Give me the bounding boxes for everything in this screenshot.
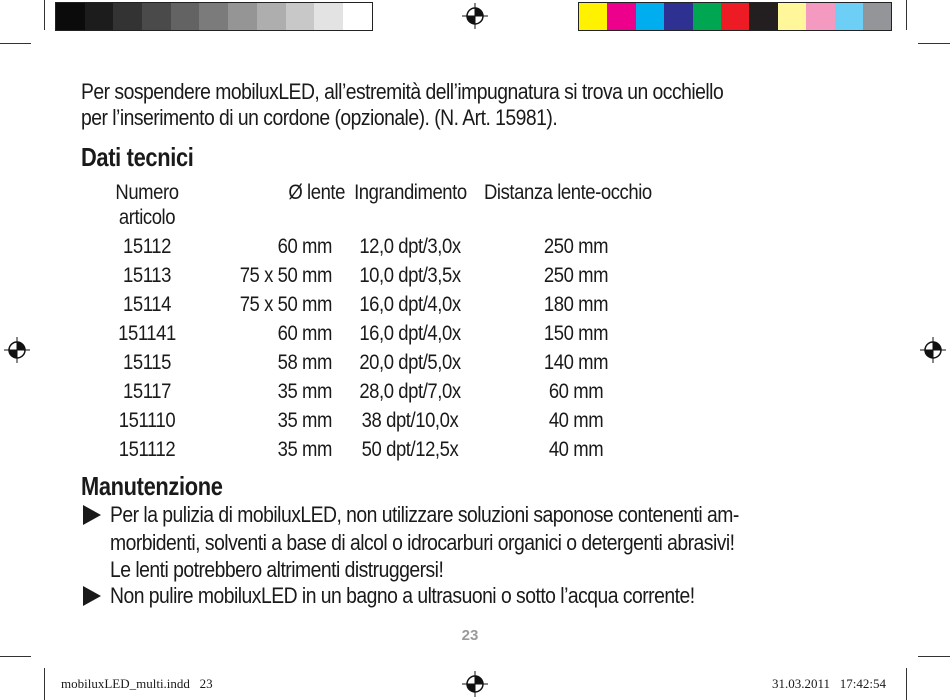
crop-mark-top-left-h: [0, 43, 31, 44]
intro-line-2: per l’inserimento di un cordone (opzionale). (N. Art. 15981).: [81, 105, 558, 130]
crop-mark-top-left-v: [44, 0, 45, 30]
cell-article: 15115: [123, 350, 171, 374]
gray-swatch: [199, 3, 228, 30]
header-lens: Ø lente: [288, 180, 345, 204]
cell-distance: 60 mm: [548, 379, 604, 403]
gray-swatch: [257, 3, 286, 30]
cell-magnification: 16,0 dpt/4,0x: [359, 292, 461, 316]
cell-magnification: 12,0 dpt/3,0x: [359, 234, 461, 258]
color-swatch: [863, 3, 891, 30]
bullet-arrow-icon: [83, 505, 101, 525]
maintenance-bullet-1-line-2: morbidenti, solventi a base di alcol o idrocarburi organici o detergenti abrasivi!: [110, 530, 735, 555]
gray-swatch: [286, 3, 315, 30]
cell-article: 151110: [118, 408, 176, 432]
crop-mark-top-right-h: [918, 43, 950, 44]
cell-lens: 35 mm: [277, 408, 332, 432]
intro-line-1: Per sospendere mobiluxLED, all’estremità dell’impugnatura si trova un occhiello: [81, 79, 724, 104]
registration-mark-right-icon: [920, 337, 946, 363]
color-swatch: [806, 3, 834, 30]
gray-swatch: [56, 3, 85, 30]
maintenance-bullet-1-line-3: Le lenti potrebbero altrimenti distruggersi!: [110, 557, 444, 582]
cell-lens: 35 mm: [277, 437, 332, 461]
cell-lens: 60 mm: [277, 234, 332, 258]
header-article-line-2: articolo: [118, 205, 176, 229]
cell-distance: 140 mm: [543, 350, 609, 374]
cell-distance: 250 mm: [543, 263, 609, 287]
header-distance: Distanza lente-occhio: [484, 180, 652, 204]
cell-magnification: 28,0 dpt/7,0x: [359, 379, 461, 403]
cell-distance: 40 mm: [548, 437, 604, 461]
registration-mark-bottom-icon: [462, 671, 488, 697]
registration-mark-top-icon: [462, 3, 488, 29]
cell-lens: 35 mm: [277, 379, 332, 403]
cell-article: 15114: [123, 292, 171, 316]
cell-magnification: 20,0 dpt/5,0x: [359, 350, 461, 374]
cell-magnification: 16,0 dpt/4,0x: [359, 321, 461, 345]
cell-magnification: 38 dpt/10,0x: [361, 408, 459, 432]
cell-distance: 250 mm: [543, 234, 609, 258]
color-bar: [578, 2, 892, 31]
cell-magnification: 10,0 dpt/3,5x: [359, 263, 461, 287]
color-swatch: [749, 3, 777, 30]
crop-mark-bottom-left-v: [44, 668, 45, 700]
cell-distance: 150 mm: [543, 321, 609, 345]
header-magnification: Ingrandimento: [354, 180, 467, 204]
gray-swatch: [228, 3, 257, 30]
cell-lens: 60 mm: [277, 321, 332, 345]
gray-swatch: [343, 3, 372, 30]
cell-magnification: 50 dpt/12,5x: [361, 437, 459, 461]
cell-lens: 75 x 50 mm: [239, 292, 332, 316]
cell-article: 15117: [123, 379, 171, 403]
cell-distance: 40 mm: [548, 408, 604, 432]
bullet-arrow-icon: [83, 586, 101, 606]
page-number: 23: [461, 627, 479, 644]
maintenance-bullet-1-line-1: Per la pulizia di mobiluxLED, non utilizzare soluzioni saponose contenenti am-: [110, 502, 739, 527]
cell-lens: 75 x 50 mm: [239, 263, 332, 287]
header-article-line-1: Numero: [115, 180, 179, 204]
cell-lens: 58 mm: [277, 350, 332, 374]
cell-distance: 180 mm: [543, 292, 609, 316]
gray-swatch: [142, 3, 171, 30]
gray-swatch: [85, 3, 114, 30]
grayscale-bar: [55, 2, 373, 31]
cell-article: 15113: [123, 263, 171, 287]
cell-article: 151112: [118, 437, 176, 461]
gray-swatch: [314, 3, 343, 30]
cell-article: 151141: [118, 321, 176, 345]
maintenance-heading: Manutenzione: [81, 471, 223, 501]
color-swatch: [693, 3, 721, 30]
gray-swatch: [171, 3, 200, 30]
registration-mark-left-icon: [4, 337, 30, 363]
crop-mark-top-right-v: [906, 0, 907, 30]
maintenance-bullet-2: Non pulire mobiluxLED in un bagno a ultrasuoni o sotto l’acqua corrente!: [110, 583, 695, 608]
color-swatch: [835, 3, 863, 30]
color-swatch: [778, 3, 806, 30]
crop-mark-bottom-right-h: [918, 656, 950, 657]
crop-mark-bottom-right-v: [906, 668, 907, 700]
specs-heading: Dati tecnici: [81, 142, 194, 172]
color-swatch: [579, 3, 607, 30]
color-swatch: [721, 3, 749, 30]
color-swatch: [607, 3, 635, 30]
color-swatch: [636, 3, 664, 30]
crop-mark-bottom-left-h: [0, 656, 31, 657]
gray-swatch: [113, 3, 142, 30]
color-swatch: [664, 3, 692, 30]
slug-filename: mobiluxLED_multi.indd 23: [61, 676, 213, 691]
slug-datetime: 31.03.2011 17:42:54: [772, 676, 886, 691]
cell-article: 15112: [123, 234, 171, 258]
